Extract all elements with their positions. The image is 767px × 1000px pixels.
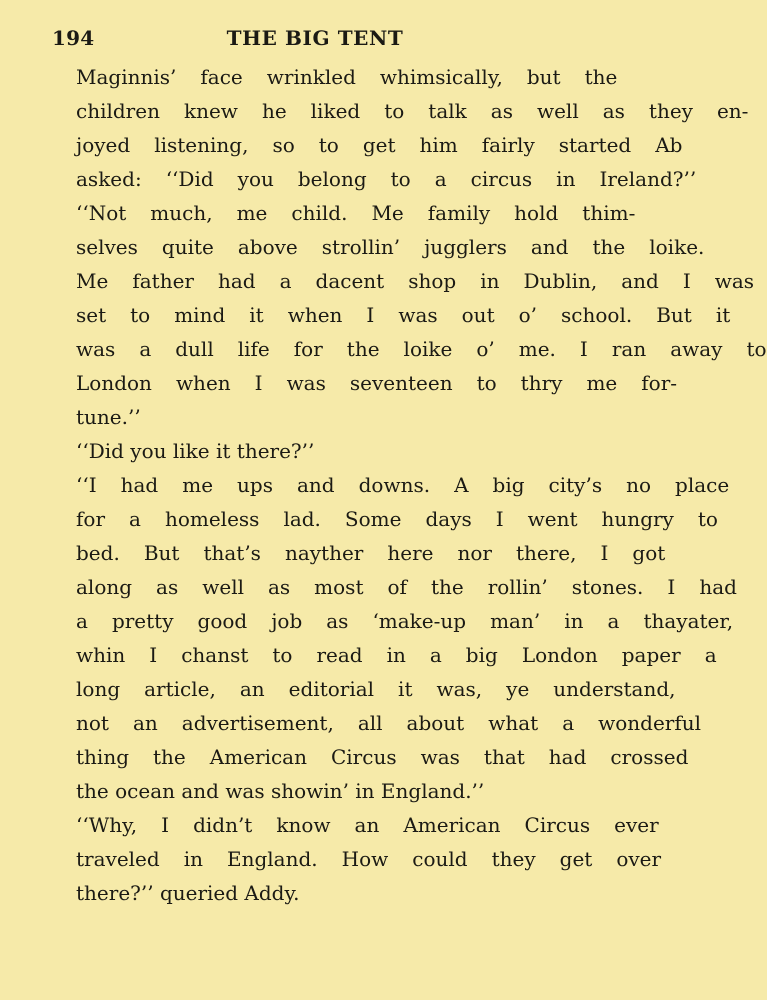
- text-line: [52, 536, 666, 570]
- text-word: school.: [561, 303, 633, 327]
- text-word: a: [129, 507, 141, 531]
- text-word: a: [434, 167, 447, 191]
- text-word: children: [76, 99, 160, 123]
- text-word: stones.: [571, 575, 644, 599]
- text-word: that’s: [203, 541, 261, 565]
- text-line: [52, 706, 702, 740]
- text-word: good: [197, 609, 248, 633]
- text-word: a: [76, 609, 88, 633]
- text-word: the: [584, 65, 618, 89]
- text-line: [52, 128, 683, 162]
- paragraph-2: [52, 196, 767, 434]
- text-word: quite: [161, 235, 214, 259]
- text-word: face: [200, 65, 243, 89]
- text-word: editorial: [288, 677, 375, 701]
- text-word: for-: [641, 371, 678, 395]
- text-word: understand,: [553, 677, 676, 701]
- text-word: Ireland?’’: [599, 167, 697, 191]
- text-word: I: [600, 541, 609, 565]
- text-line: [52, 502, 718, 536]
- text-word: ‘‘Did: [165, 167, 214, 191]
- text-word: o’: [476, 337, 495, 361]
- text-word: that: [483, 745, 525, 769]
- page-body: [52, 60, 767, 910]
- text-word: pretty: [111, 609, 174, 633]
- text-word: ran: [611, 337, 647, 361]
- text-word: dacent: [315, 269, 385, 293]
- text-word: thry: [520, 371, 563, 395]
- text-word: lad.: [283, 507, 321, 531]
- text-word: en-: [716, 99, 749, 123]
- text-line: ‘‘Did you like it there?’’: [76, 439, 315, 463]
- text-word: whimsically,: [379, 65, 503, 89]
- text-word: city’s: [548, 473, 603, 497]
- paragraph-1: [52, 60, 749, 196]
- paragraph-5: [52, 808, 662, 910]
- text-word: had: [120, 473, 159, 497]
- text-word: it: [249, 303, 264, 327]
- text-word: as: [326, 609, 349, 633]
- text-word: above: [237, 235, 298, 259]
- text-word: and: [621, 269, 659, 293]
- paragraph-3: [52, 434, 578, 468]
- text-word: there,: [515, 541, 577, 565]
- text-word: liked: [310, 99, 361, 123]
- text-word: fairly: [481, 133, 535, 157]
- text-line: [52, 230, 705, 264]
- text-word: an: [132, 711, 158, 735]
- text-word: jugglers: [424, 235, 507, 259]
- text-word: me: [182, 473, 214, 497]
- text-line: [52, 808, 659, 842]
- text-word: not: [76, 711, 109, 735]
- text-word: belong: [297, 167, 367, 191]
- text-word: whin: [76, 643, 126, 667]
- text-word: and: [530, 235, 569, 259]
- text-word: big: [492, 473, 525, 497]
- text-word: started: [558, 133, 632, 157]
- text-word: an: [239, 677, 265, 701]
- text-word: nayther: [284, 541, 364, 565]
- text-word: had: [217, 269, 256, 293]
- text-line: the ocean and was showin’ in England.’’: [76, 779, 485, 803]
- paragraph-4: [52, 468, 737, 808]
- text-word: for: [76, 507, 106, 531]
- text-word: could: [412, 847, 468, 871]
- text-line: there?’’ queried Addy.: [76, 881, 300, 905]
- text-word: in: [564, 609, 584, 633]
- text-line: [52, 604, 734, 638]
- text-line: [52, 196, 636, 230]
- text-word: to: [746, 337, 767, 361]
- text-word: away: [670, 337, 723, 361]
- text-word: over: [616, 847, 662, 871]
- text-line: [52, 468, 730, 502]
- text-line: [52, 740, 689, 774]
- text-word: in: [386, 643, 406, 667]
- text-word: job: [271, 609, 303, 633]
- text-word: he: [261, 99, 287, 123]
- text-word: me.: [518, 337, 556, 361]
- text-word: what: [488, 711, 539, 735]
- text-word: rollin’: [487, 575, 548, 599]
- text-word: American: [209, 745, 307, 769]
- text-word: to: [384, 99, 405, 123]
- text-word: I: [161, 813, 170, 837]
- text-word: ‘make-up: [372, 609, 467, 633]
- text-word: child.: [291, 201, 348, 225]
- text-word: London: [521, 643, 598, 667]
- text-word: an: [354, 813, 380, 837]
- page-number: 194: [52, 26, 95, 50]
- text-word: got: [632, 541, 666, 565]
- text-word: had: [699, 575, 737, 599]
- text-word: wrinkled: [266, 65, 356, 89]
- page-header: [52, 26, 578, 58]
- text-word: mind: [174, 303, 226, 327]
- text-word: knew: [183, 99, 238, 123]
- text-word: traveled: [76, 847, 160, 871]
- text-word: Dublin,: [523, 269, 598, 293]
- text-word: ‘‘Why,: [76, 813, 138, 837]
- text-word: crossed: [610, 745, 689, 769]
- text-line: [52, 332, 767, 366]
- text-word: they: [491, 847, 536, 871]
- text-word: asked:: [76, 167, 142, 191]
- text-word: I: [149, 643, 158, 667]
- text-word: went: [527, 507, 578, 531]
- text-word: ‘‘I: [76, 473, 97, 497]
- text-word: for: [293, 337, 323, 361]
- text-word: no: [626, 473, 652, 497]
- text-line: [52, 60, 618, 94]
- text-word: hold: [514, 201, 559, 225]
- text-word: place: [675, 473, 730, 497]
- text-word: as: [490, 99, 513, 123]
- text-line: [52, 162, 697, 196]
- text-word: thing: [76, 745, 129, 769]
- text-word: was,: [436, 677, 483, 701]
- text-word: loike.: [649, 235, 705, 259]
- text-word: Maginnis’: [76, 65, 177, 89]
- text-word: bed.: [76, 541, 120, 565]
- text-word: get: [362, 133, 396, 157]
- text-word: A: [454, 473, 469, 497]
- text-word: was: [76, 337, 116, 361]
- text-word: ‘‘Not: [76, 201, 127, 225]
- text-word: me: [236, 201, 268, 225]
- text-word: it: [715, 303, 731, 327]
- text-word: a: [429, 643, 442, 667]
- text-word: o’: [518, 303, 538, 327]
- text-word: him: [419, 133, 458, 157]
- text-word: the: [430, 575, 464, 599]
- text-word: well: [202, 575, 244, 599]
- text-word: all: [357, 711, 383, 735]
- text-word: as: [602, 99, 625, 123]
- text-word: along: [76, 575, 133, 599]
- text-word: strollin’: [321, 235, 401, 259]
- text-word: was: [420, 745, 460, 769]
- text-word: big: [465, 643, 498, 667]
- text-word: wonderful: [598, 711, 702, 735]
- text-word: a: [704, 643, 717, 667]
- text-word: get: [559, 847, 593, 871]
- text-line: [52, 638, 717, 672]
- text-word: paper: [621, 643, 681, 667]
- text-word: in: [480, 269, 500, 293]
- text-word: was: [714, 269, 755, 293]
- text-word: as: [156, 575, 179, 599]
- text-word: in: [556, 167, 576, 191]
- text-word: the: [153, 745, 186, 769]
- text-word: downs.: [358, 473, 431, 497]
- text-word: in: [183, 847, 203, 871]
- text-word: a: [562, 711, 575, 735]
- text-word: and: [297, 473, 335, 497]
- text-word: I: [366, 303, 375, 327]
- text-line: [52, 842, 662, 876]
- text-word: out: [461, 303, 495, 327]
- text-word: days: [425, 507, 472, 531]
- text-word: a: [607, 609, 620, 633]
- text-word: family: [427, 201, 491, 225]
- text-word: How: [341, 847, 389, 871]
- text-word: listening,: [154, 133, 249, 157]
- text-line: [52, 94, 749, 128]
- text-word: London: [76, 371, 152, 395]
- book-page: [52, 26, 767, 966]
- text-word: to: [130, 303, 151, 327]
- text-word: to: [476, 371, 497, 395]
- text-word: didn’t: [193, 813, 253, 837]
- text-word: to: [318, 133, 339, 157]
- text-word: man’: [490, 609, 541, 633]
- text-word: me: [586, 371, 618, 395]
- text-word: I: [495, 507, 504, 531]
- text-word: talk: [428, 99, 467, 123]
- text-word: thayater,: [643, 609, 734, 633]
- text-word: chanst: [181, 643, 249, 667]
- text-word: ups: [237, 473, 273, 497]
- text-word: I: [254, 371, 263, 395]
- text-word: joyed: [76, 133, 131, 157]
- text-word: loike: [403, 337, 453, 361]
- text-word: But: [656, 303, 692, 327]
- text-word: here: [387, 541, 434, 565]
- text-word: set: [76, 303, 107, 327]
- text-word: you: [237, 167, 274, 191]
- text-word: they: [648, 99, 693, 123]
- text-word: article,: [144, 677, 216, 701]
- text-word: ye: [506, 677, 530, 701]
- text-word: dull: [175, 337, 214, 361]
- text-word: had: [548, 745, 587, 769]
- text-word: Me: [371, 201, 404, 225]
- text-word: it: [398, 677, 413, 701]
- text-word: circus: [470, 167, 533, 191]
- text-word: as: [267, 575, 291, 599]
- text-word: homeless: [164, 507, 260, 531]
- text-word: I: [579, 337, 588, 361]
- text-word: American: [403, 813, 501, 837]
- text-word: well: [536, 99, 579, 123]
- text-word: so: [272, 133, 295, 157]
- text-word: hungry: [601, 507, 674, 531]
- text-word: when: [287, 303, 343, 327]
- text-word: most: [314, 575, 364, 599]
- text-word: seventeen: [349, 371, 453, 395]
- text-word: Circus: [524, 813, 591, 837]
- text-word: ever: [614, 813, 659, 837]
- text-line: [52, 672, 676, 706]
- text-word: advertisement,: [181, 711, 334, 735]
- text-word: England.: [226, 847, 318, 871]
- text-word: the: [592, 235, 626, 259]
- text-word: the: [346, 337, 380, 361]
- text-word: Circus: [330, 745, 397, 769]
- text-line: [52, 264, 755, 298]
- text-word: nor: [457, 541, 492, 565]
- text-word: I: [682, 269, 691, 293]
- text-word: read: [316, 643, 363, 667]
- text-word: about: [406, 711, 465, 735]
- text-word: life: [237, 337, 270, 361]
- text-word: but: [526, 65, 561, 89]
- text-word: was: [398, 303, 438, 327]
- running-head: THE BIG TENT: [226, 26, 404, 50]
- text-word: Me: [76, 269, 109, 293]
- text-word: to: [390, 167, 411, 191]
- text-word: Ab: [655, 133, 683, 157]
- text-word: long: [76, 677, 121, 701]
- text-word: to: [697, 507, 718, 531]
- text-word: a: [139, 337, 152, 361]
- text-word: know: [276, 813, 331, 837]
- text-word: much,: [150, 201, 213, 225]
- text-word: shop: [408, 269, 457, 293]
- text-line: tune.’’: [76, 405, 141, 429]
- text-word: to: [272, 643, 293, 667]
- text-line: [52, 298, 731, 332]
- text-word: But: [143, 541, 180, 565]
- text-word: when: [175, 371, 231, 395]
- text-word: thim-: [582, 201, 636, 225]
- text-word: of: [387, 575, 407, 599]
- text-line: [52, 570, 737, 604]
- text-word: I: [667, 575, 676, 599]
- text-word: father: [132, 269, 194, 293]
- text-word: was: [286, 371, 326, 395]
- text-line: [52, 366, 678, 400]
- text-word: Some: [344, 507, 402, 531]
- text-word: selves: [76, 235, 138, 259]
- text-word: a: [279, 269, 292, 293]
